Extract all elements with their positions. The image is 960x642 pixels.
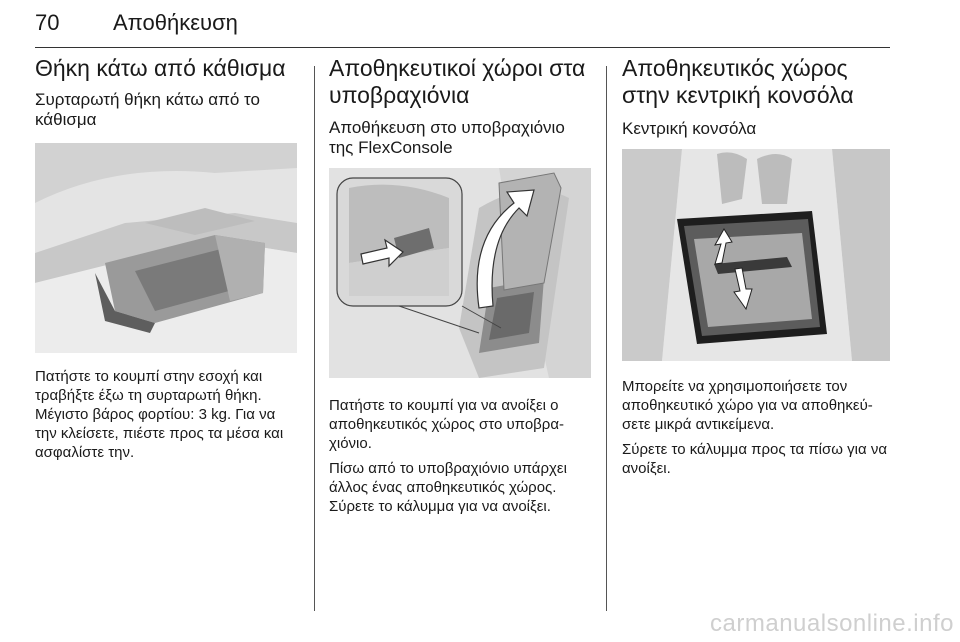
instruction-text-2: Πίσω από το υποβραχιόνιο υπάρχει άλλος ένας αποθηκευτικός χώρος. Σύρετε το κάλυμμα για να ανοίξει.	[329, 460, 567, 515]
column-divider-1	[314, 66, 315, 611]
section-heading: Αποθηκευτικός χώρος στην κεντρική κονσόλα	[622, 55, 854, 108]
subsection-heading: Συρταρωτή θήκη κάτω από το κάθισμα	[35, 90, 260, 129]
page-header-title: Αποθήκευση	[113, 10, 238, 35]
footer-watermark-url: carmanualsonline.info	[710, 610, 954, 637]
column-underseat-storage	[35, 55, 297, 462]
instruction-text: Πατήστε το κουμπί για να ανοίξει ο αποθηκευτικός χώρος στο υποβρα- χιόνιο.	[329, 397, 564, 452]
column-center-console-storage	[622, 55, 890, 478]
instruction-text: Μπορείτε να χρησιμοποιήσετε τον αποθηκευτικό χώρο για να αποθηκεύ- σετε μικρά αντικείμενα.	[622, 378, 873, 433]
section-heading: Θήκη κάτω από κάθισμα	[35, 55, 286, 81]
subsection-heading: Αποθήκευση στο υποβραχιόνιο της FlexConsole	[329, 118, 565, 157]
instruction-text: Πατήστε το κουμπί στην εσοχή και τραβήξτε έξω τη συρταρωτή θήκη. Μέγιστο βάρος φορτίου: 3 kg. Για να την κλείσετε, πιέστε προς τα μέσα και ασφαλίστε την.	[35, 368, 284, 461]
header-divider	[35, 47, 890, 48]
center-console-illustration	[622, 149, 890, 361]
subsection-heading: Κεντρική κονσόλα	[622, 119, 757, 138]
column-divider-2	[606, 66, 607, 611]
flexconsole-armrest-illustration	[329, 168, 591, 378]
page-number: 70	[35, 10, 60, 35]
section-heading: Αποθηκευτικοί χώροι στα υποβραχιόνια	[329, 55, 586, 108]
instruction-text-2: Σύρετε το κάλυμμα προς τα πίσω για να ανοίξει.	[622, 441, 887, 477]
underseat-drawer-illustration	[35, 143, 297, 353]
column-armrest-storage	[329, 55, 591, 516]
